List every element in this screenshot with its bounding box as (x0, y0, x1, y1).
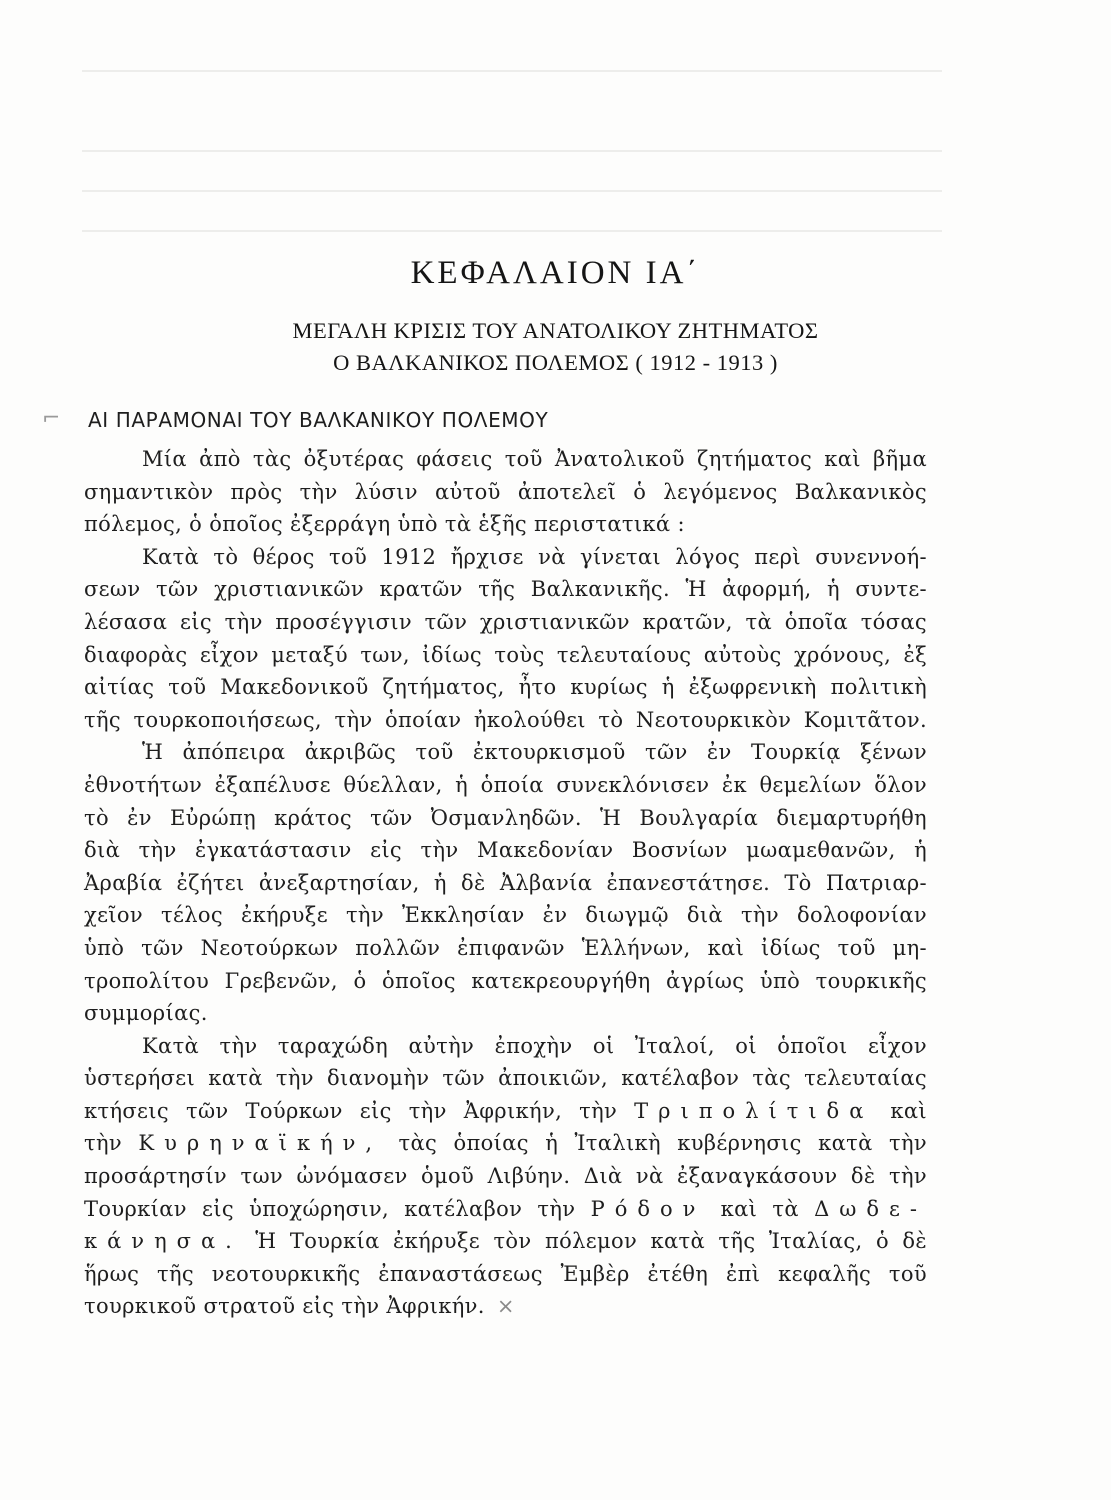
spaced-name-kyrenaike: Κυρηναϊκήν, (138, 1131, 383, 1156)
text-line (84, 1290, 927, 1323)
text-line: ἥρως τῆς νεοτουρκικῆς ἐπαναστάσεως Ἐμβὲρ ἐτέθη ἐπὶ κεφαλῆς τοῦ (84, 1261, 927, 1286)
text-line: συμμορίας. (84, 1001, 208, 1026)
text-line: τροπολίτου Γρεβενῶν, ὁ ὁποῖος κατεκρεουργήθη ἀγρίως ὑπὸ τουρκικῆς (84, 968, 927, 993)
text-line: Ἀραβία ἐζήτει ἀνεξαρτησίαν, ἡ δὲ Ἀλβανία ἐπανεστάτησε. Τὸ Πατριαρ- (84, 870, 927, 895)
spaced-name-dodekanisa-part2: κάνησα. (84, 1229, 242, 1254)
text-line: λέσασα εἰς τὴν προσέγγισιν τῶν χριστιανικῶν κρατῶν, τὰ ὁποῖα τόσας (84, 609, 927, 634)
text-line: αἰτίας τοῦ Μακεδονικοῦ ζητήματος, ἦτο κυρίως ἡ ἐξωφρενικὴ πολιτικὴ (84, 675, 927, 700)
spaced-name-rodos: Ρόδον (590, 1196, 706, 1221)
text-fragment: Ἡ Τουρκία ἐκήρυξε τὸν πόλεμον κατὰ τῆς Ἰταλίας, ὁ δὲ (255, 1229, 927, 1254)
text-line: προσάρτησίν των ὠνόμασεν ὁμοῦ Λιβύην. Διὰ νὰ ἐξαναγκάσουν δὲ τὴν (84, 1164, 927, 1189)
text-line (84, 1095, 927, 1128)
show-through-artifact (82, 230, 942, 232)
text-line: πόλεμος, ὁ ὁποῖος ἐξερράγη ὑπὸ τὰ ἑξῆς περιστατικά : (84, 512, 685, 537)
text-line: σεων τῶν χριστιανικῶν κρατῶν τῆς Βαλκανικῆς. Ἡ ἀφορμή, ἡ συντε- (84, 577, 927, 602)
text-line: τὸ ἐν Εὐρώπῃ κράτος τῶν Ὀσμανληδῶν. Ἡ Βουλγαρία διεμαρτυρήθη (84, 805, 927, 830)
spaced-name-tripolitida: Τριπολίτιδα (634, 1098, 874, 1123)
text-fragment: κτήσεις τῶν Τούρκων εἰς τὴν Ἀφρικήν, τὴν (84, 1098, 618, 1123)
text-fragment: τὰς ὁποίας ἡ Ἰταλικὴ κυβέρνησις κατὰ τὴν (398, 1131, 927, 1156)
text-line: χεῖον τέλος ἐκήρυξε τὴν Ἐκκλησίαν ἐν διωγμῷ διὰ τὴν δολοφονίαν (84, 903, 927, 928)
text-fragment: Τουρκίαν εἰς ὑποχώρησιν, κατέλαβον τὴν (84, 1196, 576, 1221)
text-line (84, 1127, 927, 1160)
text-line: Κατὰ τὸ θέρος τοῦ 1912 ἤρχισε νὰ γίνεται λόγος περὶ συνεννοή- (142, 544, 927, 569)
margin-pencil-mark: ⌐ (42, 406, 61, 431)
text-line: Κατὰ τὴν ταραχώδη αὐτὴν ἐποχὴν οἱ Ἰταλοί, οἱ ὁποῖοι εἶχον (142, 1033, 927, 1058)
text-line: ἐθνοτήτων ἐξαπέλυσε θύελλαν, ἡ ὁποία συνεκλόνισεν ἐκ θεμελίων ὅλον (84, 772, 927, 797)
body-text (84, 443, 927, 1323)
show-through-artifact (82, 70, 942, 72)
text-line: τῆς τουρκοποιήσεως, τὴν ὁποίαν ἠκολούθει τὸ Νεοτουρκικὸν Κομιτᾶτον. (84, 707, 927, 732)
text-line: ὑστερήσει κατὰ τὴν διανομὴν τῶν ἀποικιῶν, κατέλαβον τὰς τελευταίας (84, 1066, 927, 1091)
text-line (84, 1225, 927, 1258)
chapter-subtitle-line-1: ΜΕΓΑΛΗ ΚΡΙΣΙΣ ΤΟΥ ΑΝΑΤΟΛΙΚΟΥ ΖΗΤΗΜΑΤΟΣ (292, 318, 819, 343)
text-line (84, 1193, 927, 1226)
spaced-name-dodekanisa-part1: Δωδε- (814, 1196, 927, 1221)
show-through-artifact (82, 150, 942, 152)
show-through-artifact (82, 190, 942, 192)
text-fragment: καὶ (890, 1098, 927, 1123)
chapter-subtitle-line-2: Ο ΒΑΛΚΑΝΙΚΟΣ ΠΟΛΕΜΟΣ ( 1912 - 1913 ) (333, 350, 778, 375)
text-line: ὑπὸ τῶν Νεοτούρκων πολλῶν ἐπιφανῶν Ἑλλήνων, καὶ ἰδίως τοῦ μη- (84, 935, 927, 960)
pencil-cross-mark: ⨯ (496, 1294, 515, 1319)
text-fragment: τὴν (84, 1131, 123, 1156)
text-line: Μία ἀπὸ τὰς ὀξυτέρας φάσεις τοῦ Ἀνατολικοῦ ζητήματος καὶ βῆμα (142, 447, 927, 471)
chapter-title: ΚΕΦΑΛΑΙΟΝ ΙΑ΄ (410, 255, 701, 291)
text-fragment: τουρκικοῦ στρατοῦ εἰς τὴν Ἀφρικήν. (84, 1294, 485, 1319)
text-line: Ἡ ἀπόπειρα ἀκριβῶς τοῦ ἐκτουρκισμοῦ τῶν ἐν Τουρκίᾳ ξένων (142, 740, 927, 765)
text-line: σημαντικὸν πρὸς τὴν λύσιν αὐτοῦ ἀποτελεῖ ὁ λεγόμενος Βαλκανικὸς (84, 479, 927, 504)
section-heading: ΑΙ ΠΑΡΑΜΟΝΑΙ ΤΟΥ ΒΑΛΚΑΝΙΚΟΥ ΠΟΛΕΜΟΥ (88, 408, 549, 432)
text-fragment: καὶ τὰ (720, 1196, 799, 1221)
text-line: διαφορὰς εἶχον μεταξύ των, ἰδίως τοὺς τελευταίους αὐτοὺς χρόνους, ἐξ (84, 642, 927, 667)
text-line: διὰ τὴν ἐγκατάστασιν εἰς τὴν Μακεδονίαν Βοσνίων μωαμεθανῶν, ἡ (84, 838, 927, 863)
